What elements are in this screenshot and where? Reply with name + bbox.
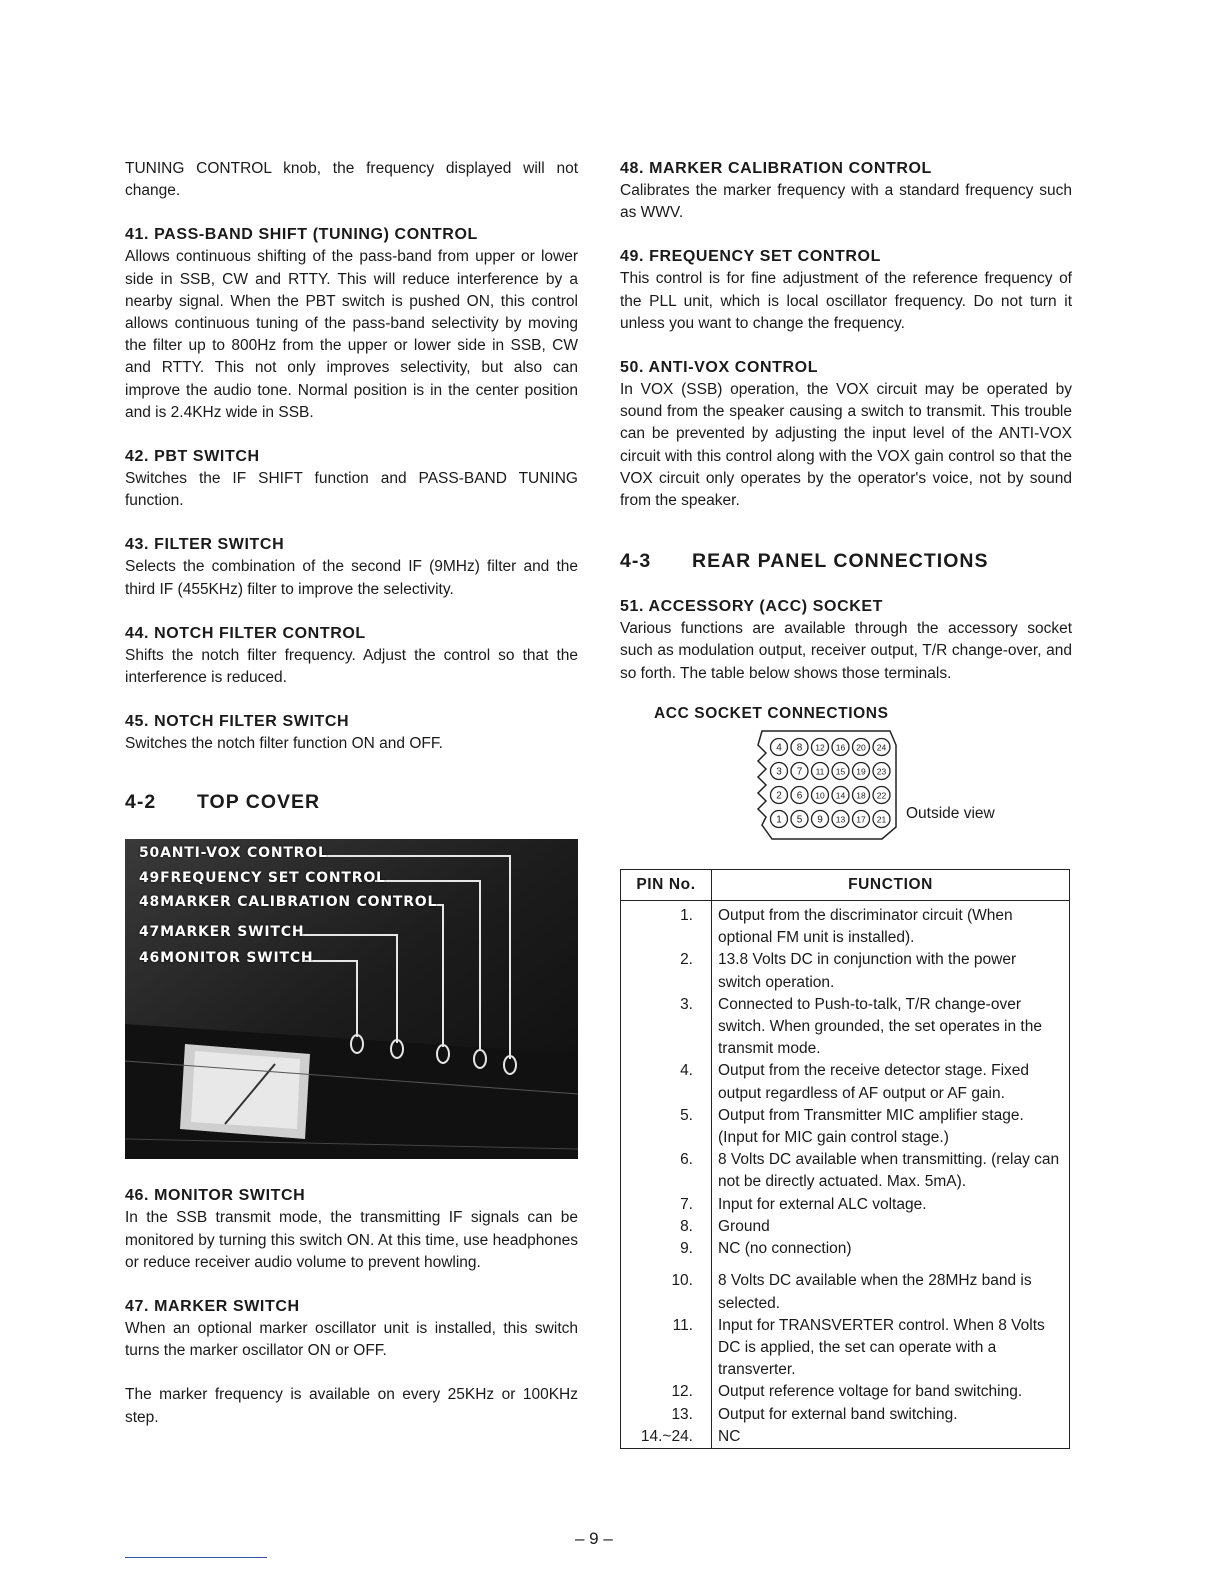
socket-pin xyxy=(791,810,808,827)
table-row xyxy=(621,949,1070,993)
section-44 xyxy=(125,623,578,689)
pin-number: 3. xyxy=(621,994,712,1061)
table-row xyxy=(621,1216,1070,1238)
socket-pin xyxy=(812,762,829,779)
socket-pin xyxy=(853,810,870,827)
table-row xyxy=(621,1426,1070,1449)
socket-pin-number: 6 xyxy=(796,790,803,802)
socket-pin-number: 9 xyxy=(817,814,823,826)
socket-pin xyxy=(832,786,849,803)
socket-pin xyxy=(771,786,788,803)
socket-pin xyxy=(791,762,808,779)
table-row xyxy=(621,1315,1070,1382)
socket-pin xyxy=(832,762,849,779)
socket-drawing xyxy=(620,727,920,843)
pin-number: 9. xyxy=(621,1238,712,1260)
socket-pin xyxy=(812,786,829,803)
intro-paragraph xyxy=(125,158,578,202)
pin-function: NC xyxy=(712,1426,1070,1449)
photo-label-monitor-switch: 46MONITOR SWITCH xyxy=(139,950,314,967)
table-row xyxy=(621,901,1070,950)
socket-pin-number: 24 xyxy=(876,742,887,753)
section-41 xyxy=(125,224,578,424)
table-row xyxy=(621,994,1070,1061)
pin-function: Output from Transmitter MIC amplifier stage. (Input for MIC gain control stage.) xyxy=(712,1105,1070,1149)
section-title: 47. MARKER SWITCH xyxy=(125,1298,300,1316)
socket-pin xyxy=(873,810,890,827)
section-title: 44. NOTCH FILTER CONTROL xyxy=(125,624,366,642)
socket-pin-number: 21 xyxy=(876,814,887,825)
pin-function: Input for external ALC voltage. xyxy=(712,1194,1070,1216)
page-number: – 9 – xyxy=(575,1529,613,1548)
socket-pin-number: 11 xyxy=(815,766,825,777)
top-cover-photo xyxy=(125,839,578,1159)
section-body: In the SSB transmit mode, the transmitting IF signals can be monitored by turning this switch ON. At this time, use headphones or reduce receiver audio volume to prevent howling. xyxy=(125,1209,578,1271)
pin-function: Output from the receive detector stage. Fixed output regardless of AF output or AF gain. xyxy=(712,1060,1070,1104)
socket-pin-number: 22 xyxy=(876,790,887,801)
socket-pin xyxy=(873,762,890,779)
socket-pin xyxy=(832,738,849,755)
section-body: Various functions are available through the accessory socket such as modulation output, receiver output, T/R change-over, and so forth. The table below shows those terminals. xyxy=(620,620,1072,682)
section-body: In VOX (SSB) operation, the VOX circuit may be operated by sound from the speaker causing a switch to transmit. This trouble can be prevented by adjusting the input level of the ANTI-VOX circuit with this control along with the VOX gain control so that the VOX circuit only operates by the operator's voice, not by sound from the speaker. xyxy=(620,381,1072,510)
section-title: 49. FREQUENCY SET CONTROL xyxy=(620,248,881,266)
right-column xyxy=(620,158,1072,1449)
table-row xyxy=(621,1105,1070,1149)
pin-function: 8 Volts DC available when the 28MHz band is selected. xyxy=(712,1260,1070,1314)
socket-pin-number: 16 xyxy=(835,742,846,753)
outside-view-label: Outside view xyxy=(906,804,995,822)
section-50 xyxy=(620,357,1072,512)
photo-label-frequency-set: 49FREQUENCY SET CONTROL xyxy=(139,870,386,887)
pin-function: Ground xyxy=(712,1216,1070,1238)
left-column xyxy=(125,158,578,1451)
socket-pin xyxy=(791,786,808,803)
heading-top-cover xyxy=(125,789,578,815)
closing-text: The marker frequency is available on every 25KHz or 100KHz step. xyxy=(125,1386,578,1426)
socket-pin xyxy=(771,810,788,827)
pin-number: 6. xyxy=(621,1149,712,1193)
socket-pin-number: 13 xyxy=(835,814,846,825)
socket-pin-number: 1 xyxy=(776,814,782,826)
socket-pin xyxy=(853,762,870,779)
socket-pin xyxy=(791,738,808,755)
socket-pin-number: 18 xyxy=(856,790,866,801)
photo-label-marker-switch: 47MARKER SWITCH xyxy=(139,924,305,941)
socket-pin xyxy=(853,738,870,755)
section-title: 43. FILTER SWITCH xyxy=(125,536,285,554)
pin-number: 14.~24. xyxy=(621,1426,712,1449)
pin-number: 7. xyxy=(621,1194,712,1216)
table-row xyxy=(621,1149,1070,1193)
socket-pin xyxy=(873,738,890,755)
pin-number: 2. xyxy=(621,949,712,993)
section-body: When an optional marker oscillator unit is installed, this switch turns the marker oscillator ON or OFF. xyxy=(125,1320,578,1360)
heading-number: 4-2 xyxy=(125,791,157,814)
pin-header: PIN No. xyxy=(621,869,712,900)
socket-pin-number: 10 xyxy=(815,790,825,801)
pin-number: 13. xyxy=(621,1404,712,1426)
table-row xyxy=(621,1238,1070,1260)
section-47 xyxy=(125,1296,578,1362)
socket-pin xyxy=(771,762,788,779)
socket-pin-number: 2 xyxy=(776,790,782,802)
pin-number: 1. xyxy=(621,901,712,950)
socket-pin-number: 20 xyxy=(856,742,866,753)
acc-socket-title: ACC SOCKET CONNECTIONS xyxy=(654,704,889,722)
heading-number: 4-3 xyxy=(620,550,652,573)
photo-label-marker-calibration: 48MARKER CALIBRATION CONTROL xyxy=(139,894,438,911)
pin-function: Output for external band switching. xyxy=(712,1404,1070,1426)
table-row xyxy=(621,1381,1070,1403)
socket-pin xyxy=(853,786,870,803)
socket-pin-number: 8 xyxy=(796,742,803,754)
pin-number: 4. xyxy=(621,1060,712,1104)
section-title: 41. PASS-BAND SHIFT (TUNING) CONTROL xyxy=(125,226,478,244)
section-45 xyxy=(125,711,578,755)
socket-pin-number: 4 xyxy=(776,742,782,754)
pin-function: 13.8 Volts DC in conjunction with the power switch operation. xyxy=(712,949,1070,993)
section-body: Switches the notch filter function ON and OFF. xyxy=(125,735,443,753)
socket-pin-number: 15 xyxy=(835,766,846,777)
pin-function: Output reference voltage for band switching. xyxy=(712,1381,1070,1403)
section-42 xyxy=(125,446,578,512)
pin-function: 8 Volts DC available when transmitting. (relay can not be directly actuated. Max. 5mA). xyxy=(712,1149,1070,1193)
socket-pin-number: 19 xyxy=(856,766,866,777)
heading-text: REAR PANEL CONNECTIONS xyxy=(692,550,989,573)
socket-pin-number: 12 xyxy=(815,742,825,753)
section-title: 50. ANTI-VOX CONTROL xyxy=(620,359,819,377)
socket-pin-number: 14 xyxy=(835,790,846,801)
section-title: 51. ACCESSORY (ACC) SOCKET xyxy=(620,598,884,616)
section-title: 46. MONITOR SWITCH xyxy=(125,1187,306,1205)
pin-number: 5. xyxy=(621,1105,712,1149)
section-title: 45. NOTCH FILTER SWITCH xyxy=(125,713,350,731)
heading-text: TOP COVER xyxy=(197,791,321,814)
table-row xyxy=(621,1060,1070,1104)
heading-rear-panel xyxy=(620,548,1072,574)
socket-pin xyxy=(771,738,788,755)
section-49 xyxy=(620,246,1072,335)
section-title: 42. PBT SWITCH xyxy=(125,448,260,466)
pin-number: 10. xyxy=(621,1260,712,1314)
socket-pin-number: 7 xyxy=(796,766,803,778)
section-body: Allows continuous shifting of the pass-band from upper or lower side in SSB, CW and RTTY. This will reduce interference by a nearby signal. When the PBT switch is pushed ON, this control allows continuous tuning of the pass-band selectivity by moving the filter up to 800Hz from the upper or lower side in SSB, CW and RTTY. This not only improves selectivity, but also can improve the audio tone. Normal position is in the center position and is 2.4KHz wide in SSB. xyxy=(125,248,578,421)
photo-drawing xyxy=(125,839,578,1159)
pin-number: 11. xyxy=(621,1315,712,1382)
table-header-row xyxy=(621,869,1070,900)
pin-function: NC (no connection) xyxy=(712,1238,1070,1260)
section-body: Calibrates the marker frequency with a standard frequency such as WWV. xyxy=(620,182,1072,222)
intro-text: TUNING CONTROL knob, the frequency displayed will not change. xyxy=(125,160,578,200)
socket-pin xyxy=(873,786,890,803)
function-header: FUNCTION xyxy=(712,869,1070,900)
pin-function: Connected to Push-to-talk, T/R change-over switch. When grounded, the set operates in the transmit mode. xyxy=(712,994,1070,1061)
section-46 xyxy=(125,1185,578,1274)
closing-paragraph xyxy=(125,1384,578,1428)
section-51 xyxy=(620,596,1072,685)
socket-pin xyxy=(832,810,849,827)
pin-number: 8. xyxy=(621,1216,712,1238)
socket-pin-number: 23 xyxy=(876,766,887,777)
socket-pin xyxy=(812,738,829,755)
footer-rule xyxy=(125,1557,267,1558)
pin-function: Input for TRANSVERTER control. When 8 Volts DC is applied, the set can operate with a transverter. xyxy=(712,1315,1070,1382)
section-body: Switches the IF SHIFT function and PASS-BAND TUNING function. xyxy=(125,470,578,510)
section-48 xyxy=(620,158,1072,224)
section-title: 48. MARKER CALIBRATION CONTROL xyxy=(620,160,932,177)
pin-number: 12. xyxy=(621,1381,712,1403)
table-row xyxy=(621,1260,1070,1314)
socket-pin-number: 5 xyxy=(796,814,803,826)
socket-pin xyxy=(812,810,829,827)
acc-pin-table xyxy=(620,869,1070,1449)
pin-function: Output from the discriminator circuit (When optional FM unit is installed). xyxy=(712,901,1070,950)
socket-pin-number: 17 xyxy=(856,814,866,825)
socket-pin-number: 3 xyxy=(776,766,782,778)
section-body: Selects the combination of the second IF (9MHz) filter and the third IF (455KHz) filter to improve the selectivity. xyxy=(125,558,578,598)
photo-label-anti-vox: 50ANTI-VOX CONTROL xyxy=(139,845,328,862)
table-body xyxy=(621,901,1070,1449)
acc-socket-diagram xyxy=(620,727,1072,843)
section-body: This control is for fine adjustment of the reference frequency of the PLL unit, which is local oscillator frequency. Do not turn it unless you want to change the frequency. xyxy=(620,270,1072,332)
table-row xyxy=(621,1404,1070,1426)
table-row xyxy=(621,1194,1070,1216)
section-43 xyxy=(125,534,578,600)
section-body: Shifts the notch filter frequency. Adjust the control so that the interference is reduced. xyxy=(125,646,578,687)
